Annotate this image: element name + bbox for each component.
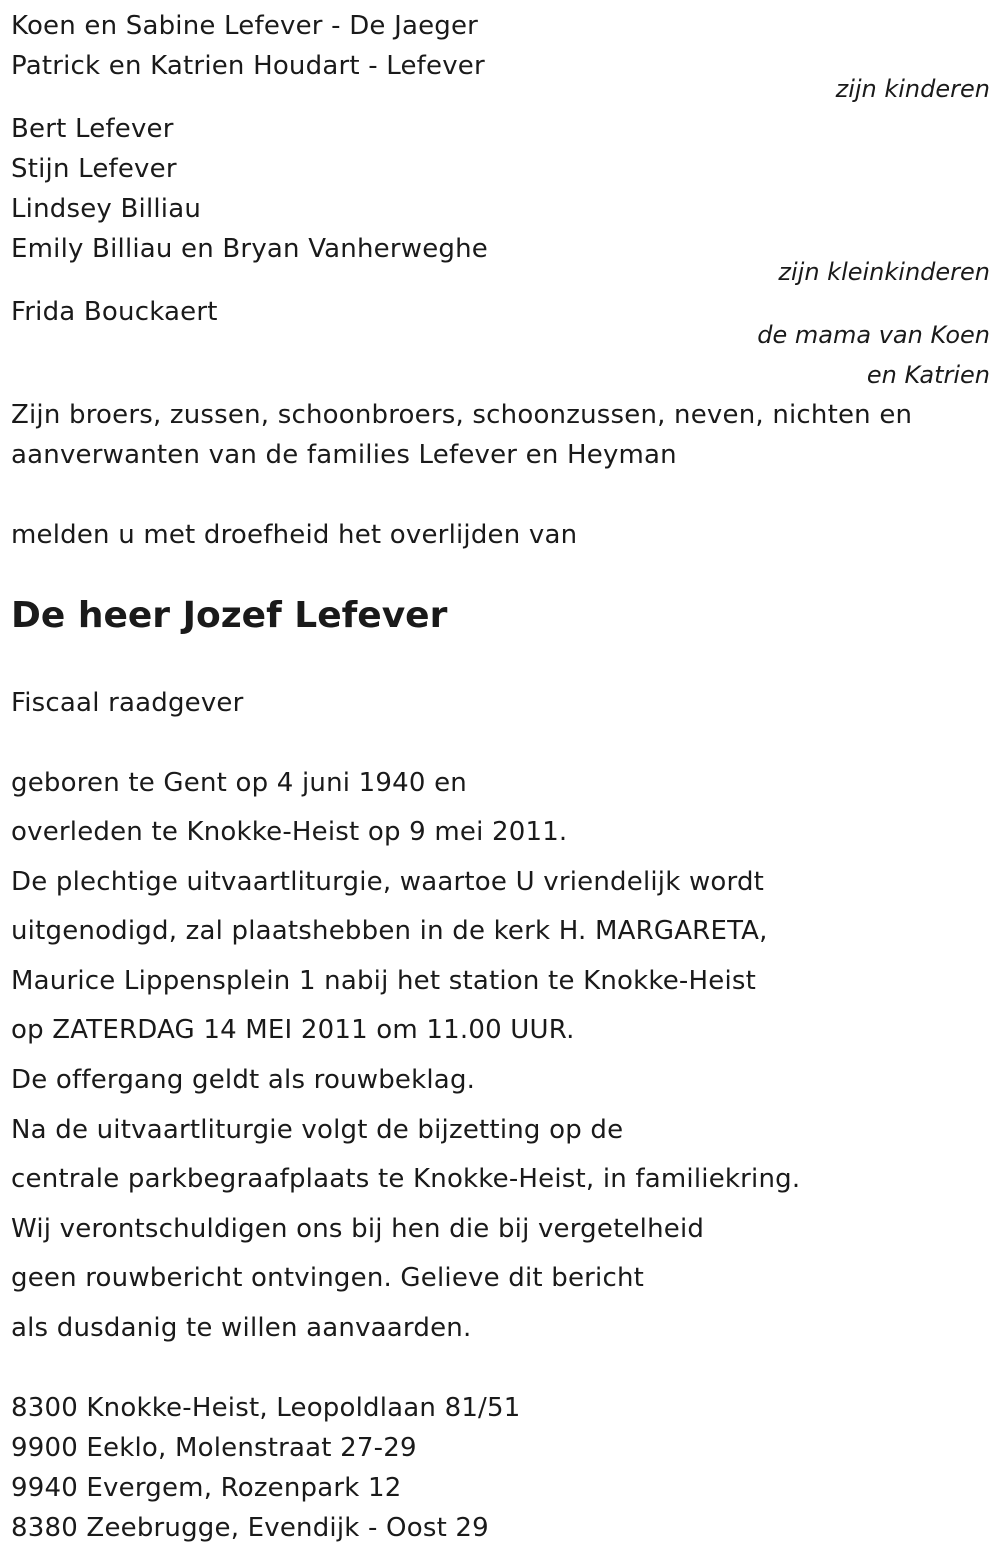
detail-line-10: Wij verontschuldigen ons bij hen die bij vergetelheid [11, 1214, 705, 1244]
frida-role-line-1: de mama van Koen [757, 321, 990, 349]
relatives-line-2: aanverwanten van de families Lefever en Heyman [11, 440, 677, 470]
grandchild-line-2: Stijn Lefever [11, 154, 177, 184]
detail-line-6: op ZATERDAG 14 MEI 2011 om 11.00 UUR. [11, 1015, 575, 1045]
detail-line-9: centrale parkbegraafplaats te Knokke-Heist, in familiekring. [11, 1164, 801, 1194]
deceased-occupation: Fiscaal raadgever [11, 688, 244, 718]
address-line-4: 8380 Zeebrugge, Evendijk - Oost 29 [11, 1513, 489, 1543]
address-line-1: 8300 Knokke-Heist, Leopoldlaan 81/51 [11, 1393, 521, 1423]
detail-line-3: De plechtige uitvaartliturgie, waartoe U vriendelijk wordt [11, 867, 765, 897]
detail-line-4: uitgenodigd, zal plaatshebben in de kerk H. MARGARETA, [11, 916, 768, 946]
detail-line-12: als dusdanig te willen aanvaarden. [11, 1313, 472, 1343]
detail-line-11: geen rouwbericht ontvingen. Gelieve dit bericht [11, 1263, 645, 1293]
child-line-2: Patrick en Katrien Houdart - Lefever [11, 51, 485, 81]
children-role-label: zijn kinderen [835, 75, 990, 103]
detail-line-5: Maurice Lippensplein 1 nabij het station te Knokke-Heist [11, 966, 757, 996]
frida-line: Frida Bouckaert [11, 297, 218, 327]
deceased-name: De heer Jozef Lefever [11, 595, 448, 636]
child-line-1: Koen en Sabine Lefever - De Jaeger [11, 11, 479, 41]
relatives-line-1: Zijn broers, zussen, schoonbroers, schoonzussen, neven, nichten en [11, 400, 913, 430]
announcement-line: melden u met droefheid het overlijden van [11, 520, 578, 550]
detail-line-7: De offergang geldt als rouwbeklag. [11, 1065, 476, 1095]
grandchildren-role-label: zijn kleinkinderen [778, 258, 990, 286]
grandchild-line-3: Lindsey Billiau [11, 194, 202, 224]
grandchild-line-1: Bert Lefever [11, 114, 174, 144]
address-line-3: 9940 Evergem, Rozenpark 12 [11, 1473, 402, 1503]
detail-line-1: geboren te Gent op 4 juni 1940 en [11, 768, 467, 798]
frida-role-line-2: en Katrien [866, 361, 990, 389]
grandchild-line-4: Emily Billiau en Bryan Vanherweghe [11, 234, 488, 264]
address-line-2: 9900 Eeklo, Molenstraat 27-29 [11, 1433, 417, 1463]
detail-line-8: Na de uitvaartliturgie volgt de bijzetting op de [11, 1115, 624, 1145]
detail-line-2: overleden te Knokke-Heist op 9 mei 2011. [11, 817, 568, 847]
